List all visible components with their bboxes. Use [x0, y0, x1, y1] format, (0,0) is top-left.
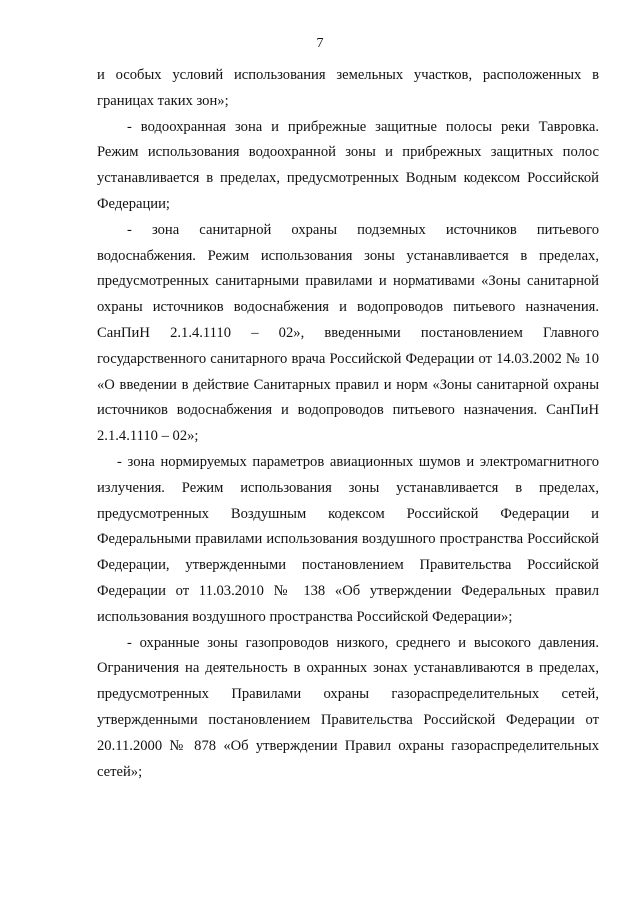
- paragraph-water-protection-zone: - водоохранная зона и прибрежные защитные полосы реки Тавровка. Режим использования водоохранной зоны и прибрежных защитных полос устанавливается в пределах, предусмотренных Водным кодексом Российской Федерации;: [97, 118, 599, 212]
- paragraph-gas-pipeline-zones: - охранные зоны газопроводов низкого, среднего и высокого давления. Ограничения на деятельность в охранных зонах устанавливаются в пределах, предусмотренных Правилами охраны газораспределительных сетей, утвержденными постановлением Правительства Российской Федерации от 20.11.2000 № 878 «Об утверждении Правил охраны газораспределительных сетей»;: [97, 634, 599, 780]
- page-number: 7: [316, 36, 324, 51]
- document-body: [97, 63, 599, 785]
- paragraph-zone-conditions-end: и особых условий использования земельных участков, расположенных в границах таких зон»;: [97, 67, 599, 109]
- paragraph-sanitary-protection-zone: - зона санитарной охраны подземных источников питьевого водоснабжения. Режим использования зоны устанавливается в пределах, предусмотренных санитарными правилами и нормативами «Зоны санитарной охраны источников водоснабжения и водопроводов питьевого назначения. СанПиН 2.1.4.1110 – 02», введенными постановлением Главного государственного санитарного врача Российской Федерации от 14.03.2002 № 10 «О введении в действие Санитарных правил и норм «Зоны санитарной охраны источников водоснабжения и водопроводов питьевого назначения. СанПиН 2.1.4.1110 – 02»;: [97, 221, 599, 445]
- paragraph-aviation-noise-zone: - зона нормируемых параметров авиационных шумов и электромагнитного излучения. Режим использования зоны устанавливается в пределах, предусмотренных Воздушным кодексом Российской Федерации и Федеральными правилами использования воздушного пространства Российской Федерации, утвержденными постановлением Правительства Российской Федерации от 11.03.2010 № 138 «Об утверждении Федеральных правил использования воздушного пространства Российской Федерации»;: [97, 453, 599, 625]
